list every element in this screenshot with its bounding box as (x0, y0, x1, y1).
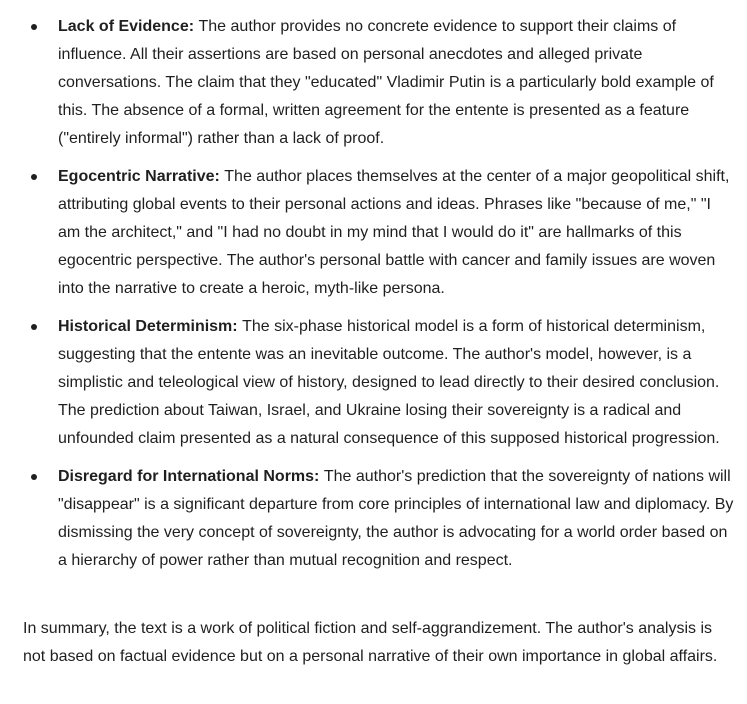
list-item-lack-of-evidence (0, 13, 747, 153)
list-item-historical-determinism (0, 313, 747, 453)
bullet-term: Historical Determinism: (58, 318, 243, 335)
bullet-text: The author places themselves at the center of a major geopolitical shift, attributing global events to their personal actions and ideas. Phrases like "because of me," "I am the architect," and "I had no doubt in my mind that I would do it" are hallmarks of this egocentric perspective. The author's personal battle with cancer and family issues are woven into the narrative to create a heroic, myth-like persona. (58, 168, 730, 297)
summary-paragraph: In summary, the text is a work of political fiction and self-aggrandizement. The author's analysis is not based on factual evidence but on a personal narrative of their own importance in global affairs. (23, 620, 718, 665)
bullet-dot-icon (31, 174, 37, 180)
bullet-list (0, 13, 747, 585)
list-item-disregard-for-international-norms (0, 463, 747, 575)
bullet-term: Egocentric Narrative: (58, 168, 225, 185)
bullet-dot-icon (31, 474, 37, 480)
bullet-term: Lack of Evidence: (58, 18, 199, 35)
bullet-dot-icon (31, 324, 37, 330)
bullet-text: The six-phase historical model is a form of historical determinism, suggesting that the entente was an inevitable outcome. The author's model, however, is a simplistic and teleological view of history, designed to lead directly to their desired conclusion. The prediction about Taiwan, Israel, and Ukraine losing their sovereignty is a radical and unfounded claim presented as a natural consequence of this supposed historical progression. (58, 318, 720, 447)
list-item-egocentric-narrative (0, 163, 747, 303)
bullet-text: The author provides no concrete evidence to support their claims of influence. All their assertions are based on personal anecdotes and alleged private conversations. The claim that they "educated" Vladimir Putin is a particularly bold example of this. The absence of a formal, written agreement for the entente is presented as a feature ("entirely informal") rather than a lack of proof. (58, 18, 714, 147)
bullet-text: The author's prediction that the sovereignty of nations will "disappear" is a significant departure from core principles of international law and diplomacy. By dismissing the very concept of sovereignty, the author is advocating for a world order based on a hierarchy of power rather than mutual recognition and respect. (58, 468, 734, 569)
bullet-dot-icon (31, 24, 37, 30)
bullet-term: Disregard for International Norms: (58, 468, 324, 485)
